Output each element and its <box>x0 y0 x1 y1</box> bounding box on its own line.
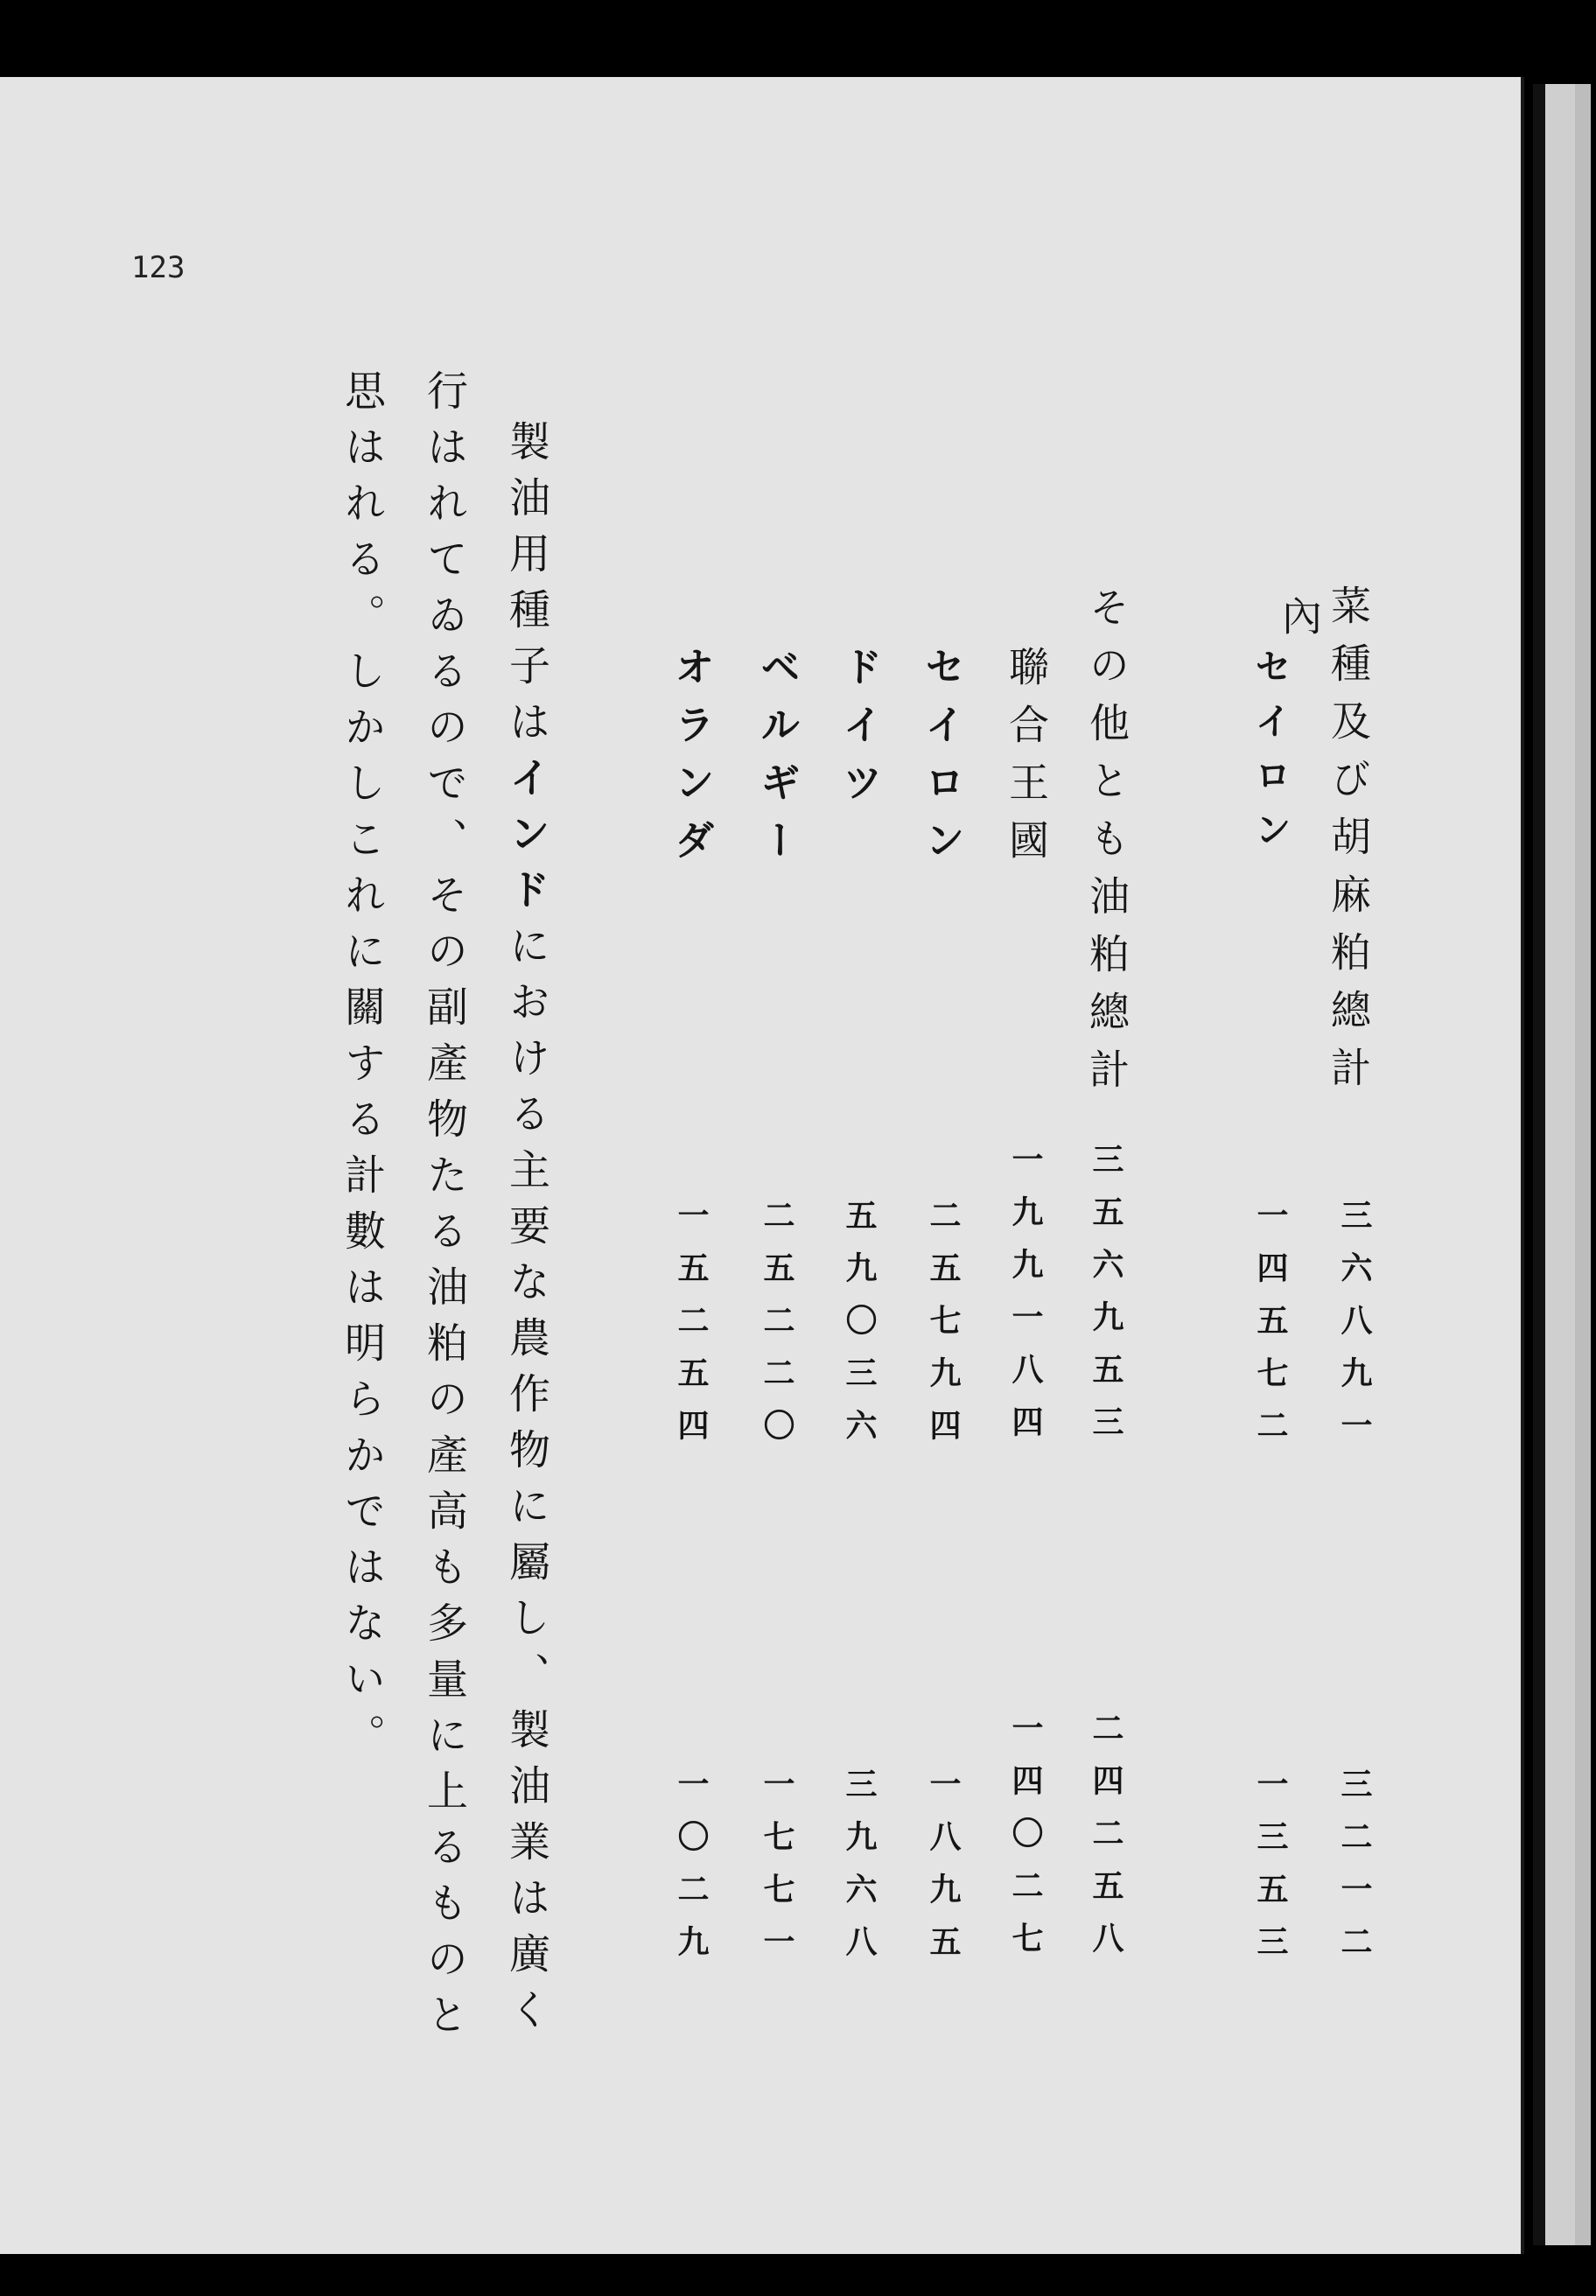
table-value-2: 二四二五八 <box>1088 1712 1124 1974</box>
table-label-belgium: ベルギー <box>754 646 802 877</box>
table-label-ceylon: セイロン <box>919 646 966 877</box>
table-label-united-kingdom: 聯合王國 <box>1003 646 1050 877</box>
paragraph-line-2 <box>415 369 473 2049</box>
paragraph-text: 行はれてゐるので、その副產物たる油粕の產高も多量に上るものと <box>420 369 468 2049</box>
paragraph-line-1 <box>497 420 556 2044</box>
table-label-total-oilcake: その他とも油粕總計 <box>1083 586 1130 1106</box>
table-value-2: 一〇二九 <box>673 1768 709 1978</box>
paragraph-text: における主要な農作物に屬し、製油業は廣く <box>502 924 550 2044</box>
table-value-2: 一三五三 <box>1252 1768 1288 1978</box>
table-value-2: 三二一二 <box>1336 1768 1372 1978</box>
book-page <box>0 77 1524 2254</box>
table-value-2: 三九六八 <box>841 1768 877 1978</box>
table-label-ceylon-sub: セイロン <box>1250 648 1292 864</box>
table-value-1: 二五七九四 <box>925 1199 961 1461</box>
page-number: 123 <box>131 250 186 285</box>
table-value-1: 一四五七二 <box>1252 1199 1288 1461</box>
table-value-1: 一五二五四 <box>673 1199 709 1461</box>
next-page-edge <box>1575 84 1591 2245</box>
table-value-1: 一九九一八四 <box>1007 1143 1043 1458</box>
table-value-2: 一七七一 <box>759 1768 794 1978</box>
paragraph-text: 製油用種子は <box>502 420 550 756</box>
table-value-1: 三六八九一 <box>1336 1199 1372 1461</box>
paragraph-line-3 <box>332 369 391 1769</box>
paragraph-text: 思はれる。しかしこれに關する計數は明らかではない。 <box>338 369 386 1769</box>
table-label-of-which: 內 <box>1276 595 1323 653</box>
table-label-total-rapeseed: 菜種及び胡麻粕總計 <box>1325 584 1372 1104</box>
table-value-1: 三五六九五三 <box>1088 1143 1124 1458</box>
table-label-germany: ドイツ <box>836 646 884 819</box>
table-value-2: 一八九五 <box>925 1768 961 1978</box>
table-value-2: 一四〇二七 <box>1007 1712 1043 1974</box>
table-label-netherlands: オランダ <box>668 646 716 877</box>
paragraph-text-bold: インド <box>502 756 550 924</box>
table-value-1: 五九〇三六 <box>841 1199 877 1461</box>
table-value-1: 二五二二〇 <box>759 1199 794 1461</box>
